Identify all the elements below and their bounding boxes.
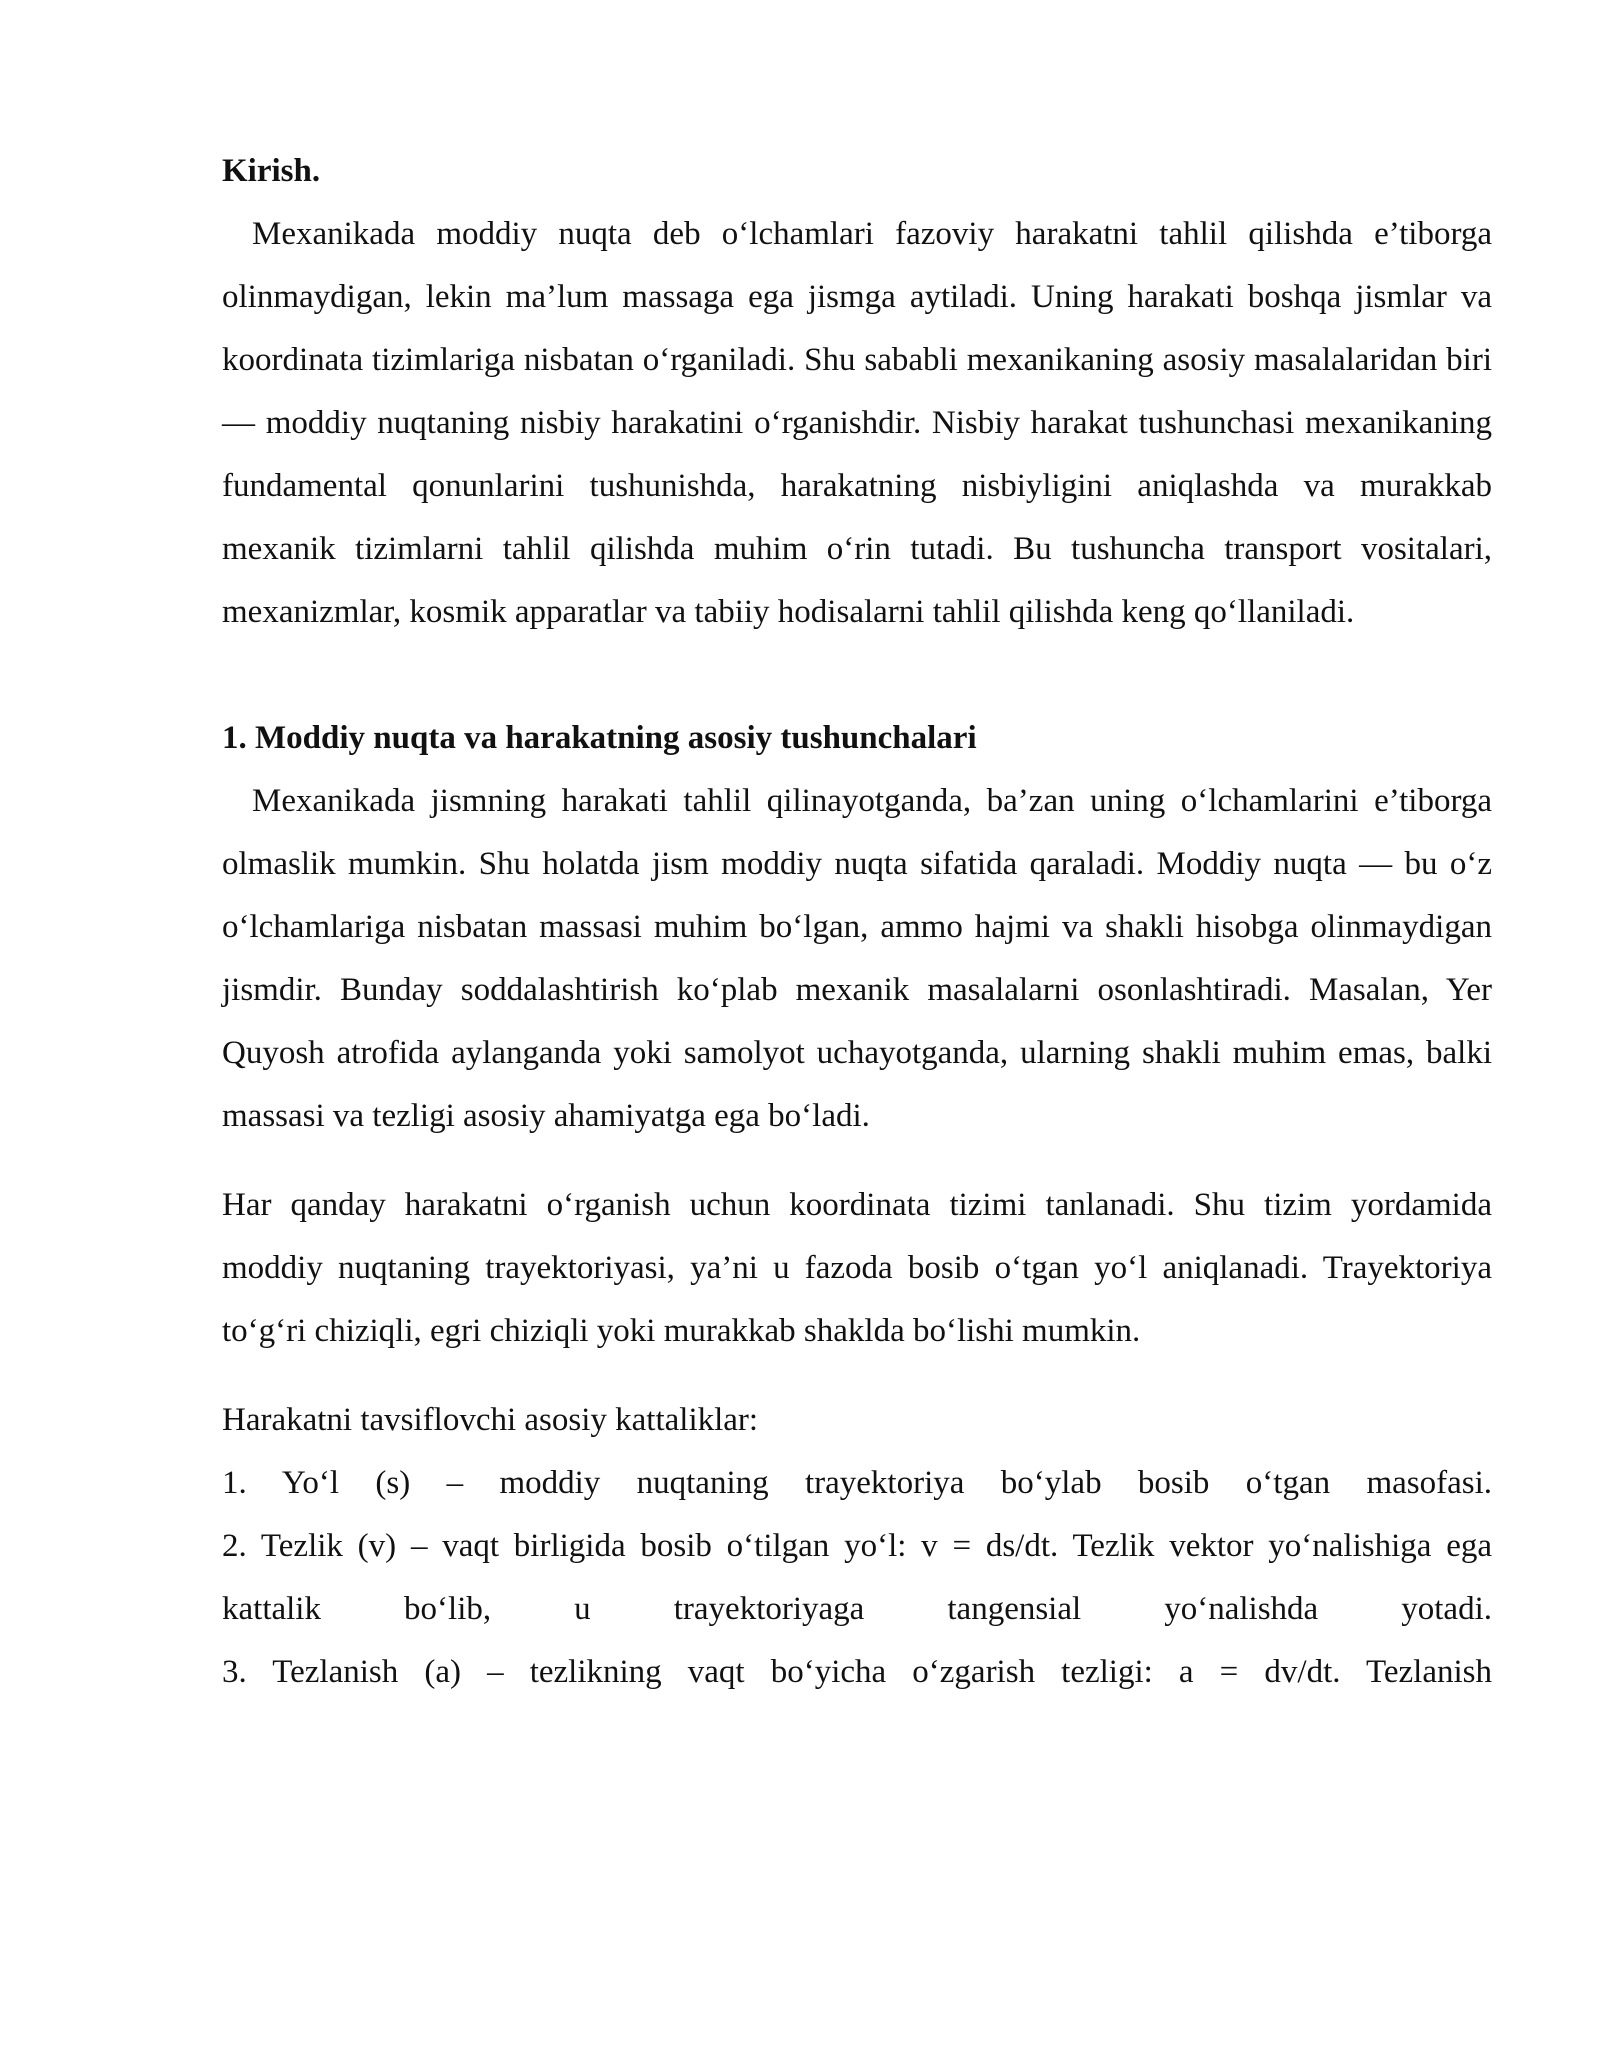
intro-heading: Kirish. xyxy=(222,153,321,189)
list-item: 2. Tezlik (v) – vaqt birligida bosib o‘tilgan yo‘l: v = ds/dt. Tezlik vektor yo‘nalishiga ega kattalik bo‘lib, u trayektoriyaga tangensial yo‘nalishda yotadi. xyxy=(222,1528,1492,1627)
paragraph-spacer xyxy=(222,1363,1492,1389)
list-item: 1. Yo‘l (s) – moddiy nuqtaning trayektoriya bo‘ylab bosib o‘tgan masofasi. xyxy=(222,1465,1492,1501)
section-1-paragraph-2: Har qanday harakatni o‘rganish uchun koordinata tizimi tanlanadi. Shu tizim yordamida moddiy nuqtaning trayektoriyasi, ya’ni u fazoda bosib o‘tgan yo‘l aniqlanadi. Trayektoriya to‘g‘ri chiziqli, egri chiziqli yoki murakkab shaklda bo‘lishi mumkin. xyxy=(222,1187,1492,1349)
section-spacer xyxy=(222,644,1492,707)
list-intro: Harakatni tavsiflovchi asosiy kattaliklar: xyxy=(222,1402,759,1438)
section-1-paragraph-1: Mexanikada jismning harakati tahlil qilinayotganda, ba’zan uning o‘lchamlarini e’tiborga olmaslik mumkin. Shu holatda jism moddiy nuqta sifatida qaraladi. Moddiy nuqta — bu o‘z o‘lchamlariga nisbatan massasi muhim bo‘lgan, ammo hajmi va shakli hisobga olinmaydigan jismdir. Bunday soddalashtirish ko‘plab mexanik masalalarni osonlashtiradi. Masalan, Yer Quyosh atrofida aylanganda yoki samolyot uchayotganda, ularning shakli muhim emas, balki massasi va tezligi asosiy ahamiyatga ega bo‘ladi. xyxy=(222,783,1492,1134)
paragraph-spacer xyxy=(222,1148,1492,1174)
list-item: 3. Tezlanish (a) – tezlikning vaqt bo‘yicha o‘zgarish tezligi: a = dv/dt. Tezlanish xyxy=(222,1654,1492,1690)
document-page xyxy=(222,140,1492,1704)
section-1-heading: 1. Moddiy nuqta va harakatning asosiy tushunchalari xyxy=(222,720,977,756)
intro-paragraph: Mexanikada moddiy nuqta deb o‘lchamlari fazoviy harakatni tahlil qilishda e’tiborga olinmaydigan, lekin ma’lum massaga ega jismga aytiladi. Uning harakati boshqa jismlar va koordinata tizimlariga nisbatan o‘rganiladi. Shu sababli mexanikaning asosiy masalalaridan biri — moddiy nuqtaning nisbiy harakatini o‘rganishdir. Nisbiy harakat tushunchasi mexanikaning fundamental qonunlarini tushunishda, harakatning nisbiyligini aniqlashda va murakkab mexanik tizimlarni tahlil qilishda muhim o‘rin tutadi. Bu tushuncha transport vositalari, mexanizmlar, kosmik apparatlar va tabiiy hodisalarni tahlil qilishda keng qo‘llaniladi. xyxy=(222,216,1492,630)
